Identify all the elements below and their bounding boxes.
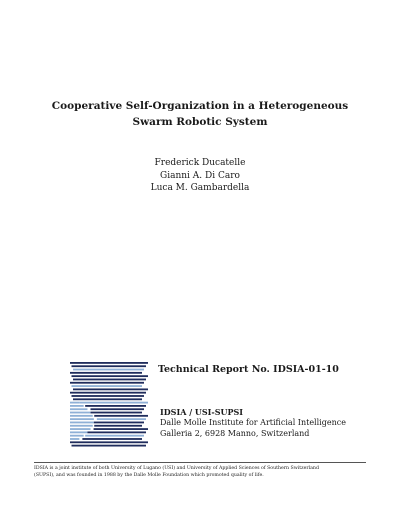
logo-stripe: [85, 405, 146, 407]
logo-stripe: [72, 365, 147, 367]
logo-stripe-light: [70, 415, 93, 417]
logo-stripe: [82, 438, 142, 440]
logo-stripe: [73, 388, 148, 390]
logo-stripe: [72, 375, 149, 377]
logo-stripe: [70, 392, 146, 394]
title-line-1: Cooperative Self-Organization in a Heterogeneous: [51, 100, 349, 112]
footnote-line-2: (SUPSI), and was founded in 1988 by the Dalle Molle Foundation which promoted quality of life.: [34, 473, 264, 478]
logo-stripe: [94, 422, 144, 424]
logo-stripe-light: [70, 428, 91, 430]
title-line-2: Swarm Robotic System: [132, 116, 268, 128]
logo-stripe-light: [70, 402, 79, 404]
logo-stripe-light: [70, 405, 84, 407]
logo-stripe: [94, 425, 142, 427]
logo-stripe: [70, 362, 148, 364]
logo-stripe: [90, 408, 144, 410]
report-title: [40, 98, 360, 130]
logo-stripe: [72, 395, 145, 397]
logo-stripe: [94, 428, 148, 430]
logo-stripe: [72, 445, 147, 447]
logo-stripe-light: [70, 422, 94, 424]
logo-stripe: [79, 402, 148, 404]
logo-stripe-light: [70, 425, 93, 427]
report-number: Technical Report No. IDSIA-01-10: [158, 364, 339, 375]
institute-name: IDSIA / USI-SUPSI: [160, 407, 244, 417]
logo-stripe-light: [70, 412, 91, 414]
footnote-line-1: IDSIA is a joint institute of both University of Lugano (USI) and University of Applied Sciences of Southern Switzerland: [34, 466, 319, 471]
author-2: Gianni A. Di Caro: [160, 170, 240, 181]
logo-stripe: [72, 385, 143, 387]
logo-stripe: [70, 372, 142, 374]
logo-stripe: [94, 415, 148, 417]
logo-stripe: [73, 369, 144, 371]
author-1: Frederick Ducatelle: [154, 158, 246, 168]
institute-full-name: Dalle Molle Institute for Artificial Intelligence: [160, 418, 346, 427]
logo-stripe: [97, 418, 146, 420]
logo-stripe-light: [70, 408, 87, 410]
logo-stripe: [70, 441, 148, 443]
logo-stripe: [91, 412, 142, 414]
logo-stripe: [85, 435, 144, 437]
logo-stripe: [70, 382, 144, 384]
author-list: [100, 157, 300, 195]
author-3: Luca M. Gambardella: [150, 183, 250, 193]
logo-stripe: [73, 379, 146, 381]
idsia-logo-icon: [68, 362, 154, 448]
footnote-divider: [34, 462, 366, 463]
logo-stripe: [73, 398, 142, 400]
logo-stripe: [87, 431, 146, 433]
footnote: [34, 465, 370, 479]
logo-stripe-light: [70, 438, 79, 440]
logo-stripe-light: [70, 435, 84, 437]
logo-stripe-light: [70, 431, 87, 433]
institute-address: Galleria 2, 6928 Manno, Switzerland: [160, 429, 310, 438]
logo-stripe-light: [70, 418, 94, 420]
